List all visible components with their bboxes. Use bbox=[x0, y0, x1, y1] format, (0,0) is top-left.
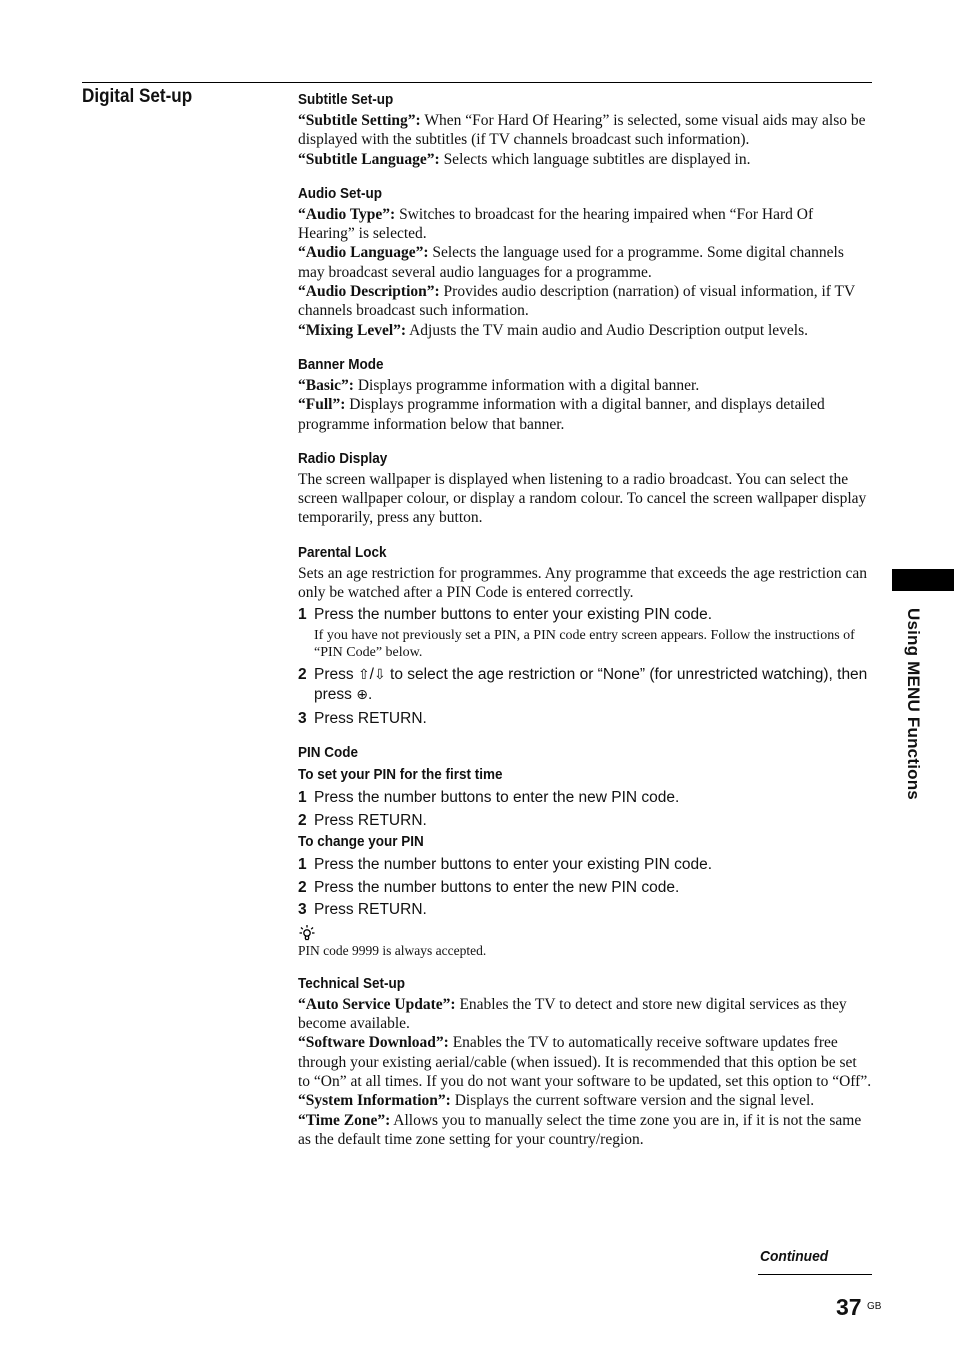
radio-display-heading: Radio Display bbox=[298, 449, 388, 467]
lightbulb-hint-icon bbox=[298, 924, 316, 942]
subtitle-setting-entry: “Subtitle Setting”: When “For Hard Of Hearing” is selected, some visual aids may also be displayed with the subtitles (if TV channels broadcast such information). bbox=[298, 112, 866, 149]
pin-change-step-1: 1 Press the number buttons to enter your existing PIN code. bbox=[298, 856, 713, 874]
pin-change-heading: To change your PIN bbox=[298, 833, 424, 851]
subtitle-language-entry: “Subtitle Language”: Selects which language subtitles are displayed in. bbox=[298, 150, 751, 168]
auto-service-update-entry: “Auto Service Update”: Enables the TV to detect and store new digital services as they become available. bbox=[298, 995, 847, 1033]
parental-step-2: 2 Press ⇧/⇩ to select the age restriction or “None” (for unrestricted watching), then press ⊕. bbox=[298, 665, 868, 704]
pin-hint-text: PIN code 9999 is always accepted. bbox=[298, 942, 487, 958]
page-suffix: GB bbox=[867, 1301, 882, 1312]
software-download-entry: “Software Download”: Enables the TV to automatically receive software updates free through your existing aerial/cable (when issued). It is recommended that this option be set to “On” at all times. If you do not want your software to be updated, set this option to “Off”. bbox=[298, 1034, 872, 1091]
pin-code-heading: PIN Code bbox=[298, 744, 359, 762]
banner-mode-heading: Banner Mode bbox=[298, 355, 384, 373]
time-zone-entry: “Time Zone”: Allows you to manually select the time zone you are in, if it is not the same as the default time zone setting for your country/region. bbox=[298, 1111, 862, 1148]
up-arrow-icon: ⇧ bbox=[357, 666, 370, 683]
banner-basic-entry: “Basic”: Displays programme information with a digital banner. bbox=[298, 376, 700, 394]
ok-button-icon: ⊕ bbox=[356, 687, 368, 704]
content-column bbox=[298, 90, 872, 1164]
parental-step-1: 1 Press the number buttons to enter your existing PIN code. bbox=[298, 606, 713, 624]
bottom-rule bbox=[758, 1274, 872, 1275]
audio-description-entry: “Audio Description”: Provides audio description (narration) of visual information, if TV channels broadcast such information. bbox=[298, 283, 855, 320]
system-information-entry: “System Information”: Displays the current software version and the signal level. bbox=[298, 1092, 815, 1110]
pin-change-step-2: 2 Press the number buttons to enter the new PIN code. bbox=[298, 878, 680, 896]
top-rule bbox=[82, 82, 872, 83]
continued-label: Continued bbox=[760, 1248, 829, 1265]
subtitle-setup-section bbox=[298, 90, 872, 169]
radio-display-section bbox=[298, 449, 872, 528]
technical-setup-section bbox=[298, 974, 872, 1149]
page-number: 37 bbox=[836, 1294, 862, 1320]
parental-lock-text: Sets an age restriction for programmes. Any programme that exceeds the age restriction can only be watched after a PIN Code is entered correctly. bbox=[298, 564, 867, 602]
down-arrow-icon: ⇩ bbox=[373, 666, 386, 683]
audio-language-entry: “Audio Language”: Selects the language used for a programme. Some digital channels may broadcast several audio languages for a programme. bbox=[298, 244, 844, 281]
parental-step-1-note: If you have not previously set a PIN, a PIN code entry screen appears. Follow the instructions of “PIN Code” below. bbox=[314, 627, 855, 661]
technical-setup-heading: Technical Set-up bbox=[298, 974, 406, 992]
pin-first-step-2: 2 Press RETURN. bbox=[298, 811, 427, 829]
radio-display-text: The screen wallpaper is displayed when listening to a radio broadcast. You can select the screen wallpaper colour, or display a random colour. To cancel the screen wallpaper display temporarily, press any button. bbox=[298, 470, 867, 527]
audio-type-entry: “Audio Type”: Switches to broadcast for the hearing impaired when “For Hard Of Hearing” is selected. bbox=[298, 205, 814, 243]
pin-change-step-3: 3 Press RETURN. bbox=[298, 901, 427, 919]
parental-step-3: 3 Press RETURN. bbox=[298, 709, 427, 727]
pin-first-step-1: 1 Press the number buttons to enter the new PIN code. bbox=[298, 789, 680, 807]
chapter-tab-marker bbox=[892, 569, 954, 591]
banner-mode-section bbox=[298, 355, 872, 434]
audio-setup-heading: Audio Set-up bbox=[298, 184, 382, 202]
pin-code-section bbox=[298, 743, 872, 959]
pin-first-time-heading: To set your PIN for the first time bbox=[298, 766, 503, 784]
parental-lock-heading: Parental Lock bbox=[298, 543, 387, 561]
subtitle-setup-heading: Subtitle Set-up bbox=[298, 91, 394, 108]
chapter-side-label: Using MENU Functions bbox=[904, 608, 923, 800]
banner-full-entry: “Full”: Displays programme information with a digital banner, and displays detailed programme information below that banner. bbox=[298, 396, 825, 433]
mixing-level-entry: “Mixing Level”: Adjusts the TV main audio and Audio Description output levels. bbox=[298, 321, 809, 339]
parental-lock-section bbox=[298, 543, 872, 729]
section-title: Digital Set-up bbox=[82, 86, 193, 107]
audio-setup-section bbox=[298, 184, 872, 340]
